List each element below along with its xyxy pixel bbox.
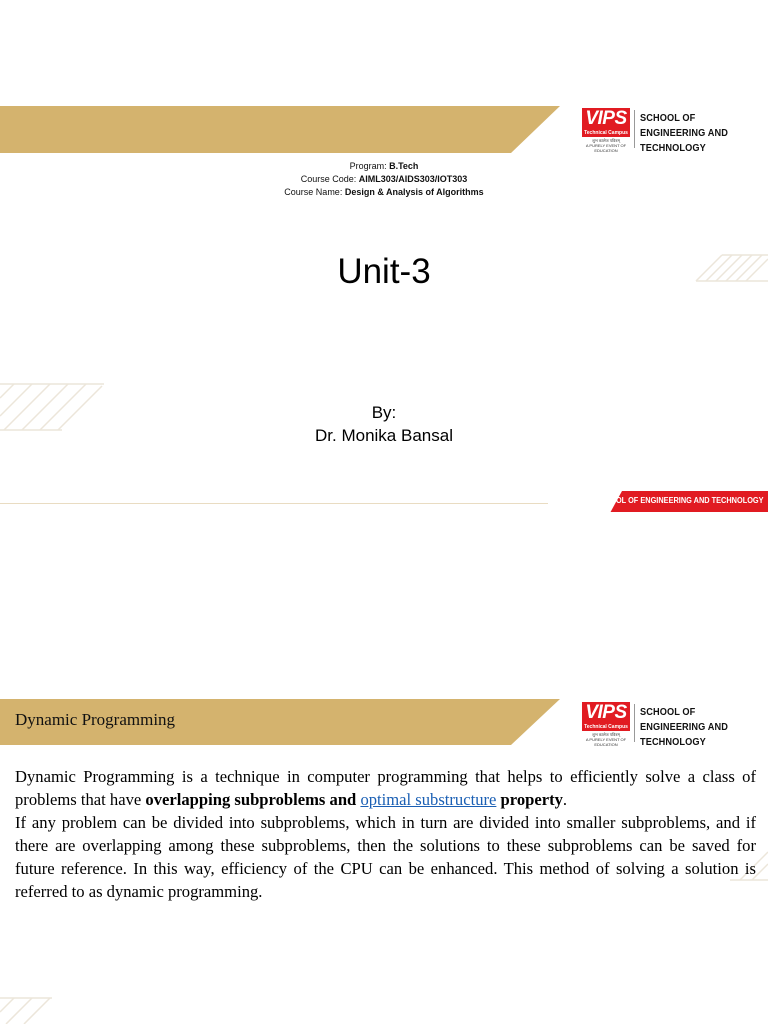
school-name-line-3: TECHNOLOGY [640,737,706,748]
unit-title: Unit-3 [337,252,431,291]
paragraph-1 [15,765,756,811]
para1-end: . [562,790,568,809]
course-name-line [0,186,768,199]
tagline-line-1: शुभ कालेज पवित्रम् [592,138,620,143]
course-code-label: Course Code: [300,174,359,184]
vips-logo [582,702,732,750]
course-code-value: AIML303/AIDS303/IOT303 [358,174,468,184]
course-meta [0,160,768,199]
tagline-line-2: A PURELY EVENT OF EDUCATION [585,143,627,153]
para1-bold-after: property [496,790,563,809]
vips-logo [582,108,732,156]
school-name-line-1: SCHOOL OF [640,707,696,718]
vips-tagline [582,732,630,747]
optimal-substructure-link[interactable]: optimal substructure [360,790,497,809]
vips-campus-label: Technical Campus [582,724,630,731]
byline [0,401,768,447]
program-value: B.Tech [389,161,419,171]
school-name [640,705,728,750]
school-name-line-1: SCHOOL OF [640,113,696,124]
content-slide [0,512,768,1024]
by-label: By: [371,403,397,422]
slide-title: Dynamic Programming [15,710,176,729]
logo-divider [634,704,635,742]
school-tag-text: SCHOOL OF ENGINEERING AND TECHNOLOGY [595,496,764,505]
footer-rule [0,503,548,504]
tagline-line-1: शुभ कालेज पवित्रम् [592,732,620,737]
para1-bold: overlapping subproblems and [145,790,361,809]
vips-tagline [582,138,630,153]
school-name [640,111,728,156]
vips-emblem [582,702,630,747]
vips-wordmark: VIPS [582,108,630,130]
school-name-line-3: TECHNOLOGY [640,143,706,154]
school-name-line-2: ENGINEERING AND [640,722,728,733]
vips-emblem [582,108,630,153]
course-name-value: Design & Analysis of Algorithms [344,187,484,197]
program-label: Program: [349,161,390,171]
course-name-label: Course Name: [284,187,345,197]
school-tag [595,491,768,512]
author-name: Dr. Monika Bansal [315,426,453,445]
vips-wordmark: VIPS [582,702,630,724]
program-line [0,160,768,173]
header-band [0,106,560,153]
paragraph-2: If any problem can be divided into subproblems, which in turn are divided into smaller subproblems, and if there are overlapping among these subproblems, then the solutions to these subproblems can be saved for future reference. In this way, efficiency of the CPU can be enhanced. This method of solving a solution is referred to as dynamic programming. [15,813,756,901]
tagline-line-2: A PURELY EVENT OF EDUCATION [585,737,627,747]
para1-text: Dynamic Programming is a technique in computer programming that helps to efficiently solve a class of problems that have [15,767,756,809]
slide-body [15,765,756,903]
vips-campus-label: Technical Campus [582,130,630,137]
logo-divider [634,110,635,148]
hatch-left-bottom [0,998,52,1024]
school-name-line-2: ENGINEERING AND [640,128,728,139]
course-code-line [0,173,768,186]
